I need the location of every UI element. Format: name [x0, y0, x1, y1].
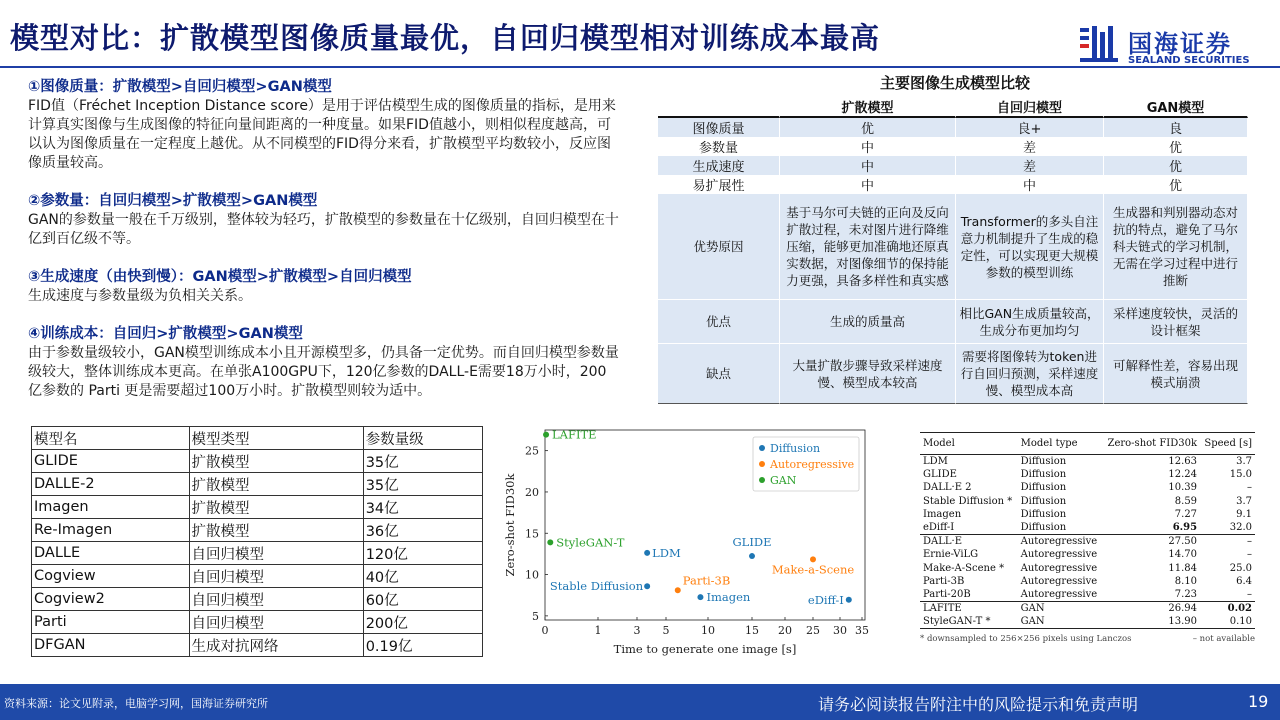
table-cell: 35亿	[363, 473, 482, 496]
table-cell: 生成对抗网络	[189, 634, 363, 657]
header-cell: 参数量级	[363, 427, 482, 450]
table-row	[920, 588, 1255, 601]
table-cell: Imagen	[32, 496, 190, 519]
header-cell: 自回归模型	[956, 97, 1104, 118]
table-cell: 120亿	[363, 542, 482, 565]
table-cell: 易扩展性	[658, 175, 780, 194]
table-cell: 25.0	[1229, 562, 1252, 574]
table-cell: Re-Imagen	[32, 519, 190, 542]
table-cell: Diffusion	[1020, 509, 1067, 521]
table-cell: 0.10	[1200, 615, 1255, 628]
footnote-right: – not available	[1192, 634, 1255, 645]
data-point	[547, 539, 553, 545]
table-cell: 12.24	[1168, 469, 1198, 481]
table-cell: Autoregressive	[1020, 562, 1098, 574]
table-cell: 基于马尔可夫链的正向及反向扩散过程，未对图片进行降维压缩，能够更加准确地还原真实数据，对图像细节的保持能力更强，具备多样性和真实感	[780, 194, 956, 300]
table-cell: Autoregressive	[1020, 589, 1098, 601]
table-row	[32, 565, 483, 588]
logo-english-name: SEALAND SECURITIES	[1128, 55, 1250, 66]
logo-chinese-name: 国海证券	[1128, 30, 1232, 58]
sealand-logo-icon	[1078, 22, 1122, 66]
table-cell: 良	[1104, 118, 1248, 137]
table-cell: 9.1	[1236, 509, 1252, 521]
table-row	[920, 548, 1255, 561]
table-row	[920, 521, 1255, 534]
table-cell: 可解释性差，容易出现模式崩溃	[1104, 344, 1248, 404]
legend-marker	[759, 461, 765, 467]
table-cell: Diffusion	[1020, 455, 1067, 467]
table-row	[32, 473, 483, 496]
table-cell: 中	[780, 175, 956, 194]
x-tick-label: 15	[745, 624, 759, 637]
section-heading: ②参数量：自回归模型>扩散模型>GAN模型	[28, 193, 318, 209]
table-row	[658, 137, 1248, 156]
x-tick-label: 0	[541, 624, 549, 637]
table-row	[32, 496, 483, 519]
table-row	[32, 611, 483, 634]
table-cell: 3.7	[1236, 495, 1252, 507]
point-label: Parti-3B	[682, 573, 731, 588]
table-cell: 生成的质量高	[780, 300, 956, 344]
comparison-table	[658, 97, 1248, 404]
table-row	[920, 562, 1255, 575]
table-cell: StyleGAN-T *	[920, 615, 1018, 628]
left-text-column	[28, 78, 620, 420]
table-row	[32, 588, 483, 611]
table-row	[920, 455, 1255, 468]
table-footnote	[920, 634, 1255, 644]
header-cell: 扩散模型	[780, 97, 956, 118]
data-point	[543, 432, 549, 438]
table-header-row	[658, 97, 1248, 118]
data-point	[675, 587, 681, 593]
data-point	[644, 550, 650, 556]
table-row	[920, 575, 1255, 588]
section-body: FID值（Fréchet Inception Distance score）是用于评估模型生成的图像质量的指标，是用来计算真实图像与生成图像的特征向量间距离的一种度量。如果FID值越小，则相似程度越高，可以认为图像质量在一定程度上越优。从不同模型的FID得分来看，扩散模型平均数较小，反应图像质量较高。	[28, 98, 616, 171]
table-cell: 0.02	[1200, 602, 1255, 615]
table-row-advantage-reason	[658, 194, 1248, 300]
table-cell: 自回归模型	[189, 588, 363, 611]
data-point	[644, 583, 650, 589]
table-cell: 自回归模型	[189, 611, 363, 634]
table-cell: 40亿	[363, 565, 482, 588]
section-heading: ①图像质量：扩散模型>自回归模型>GAN模型	[28, 79, 332, 95]
table-cell: 6.95	[1172, 522, 1198, 534]
comparison-title: 主要图像生成模型比较	[879, 74, 1030, 92]
table-cell: –	[1247, 482, 1252, 494]
table-cell: 采样速度较快，灵活的设计框架	[1104, 300, 1248, 344]
header-cell	[658, 97, 780, 118]
table-cell: 8.10	[1174, 576, 1198, 588]
table-cell: Autoregressive	[1018, 535, 1103, 548]
table-cell: Diffusion	[1020, 469, 1067, 481]
table-cell: 优	[1104, 156, 1248, 175]
table-row	[920, 602, 1255, 615]
footer-disclaimer: 请务必阅读报告附注中的风险提示和免责声明	[818, 695, 1139, 714]
point-label: GLIDE	[732, 535, 772, 550]
table-cell: DALLE-2	[32, 473, 190, 496]
table-row	[32, 634, 483, 657]
table-cell: Parti-3B	[923, 576, 965, 588]
section-speed	[28, 268, 620, 306]
y-tick-label: 20	[525, 485, 539, 499]
point-label: Stable Diffusion	[549, 579, 644, 594]
table-cell: Make-A-Scene *	[923, 562, 1005, 574]
table-cell: DALL·E 2	[923, 482, 972, 494]
table-row	[920, 508, 1255, 521]
table-cell: Diffusion	[1020, 495, 1067, 507]
table-cell: 良+	[956, 118, 1104, 137]
header-cell: 模型名	[32, 427, 190, 450]
data-point	[846, 597, 852, 603]
table-cell: GLIDE	[923, 469, 957, 481]
point-label: StyleGAN-T	[556, 535, 625, 550]
table-cell: GLIDE	[32, 450, 190, 473]
table-cell: 中	[780, 137, 956, 156]
section-body: 由于参数量级较小，GAN模型训练成本小且开源模型多，仍具备一定优势。而自回归模型参数量级较大，整体训练成本更高。在单张A100GPU下，120亿参数的DALL-E需要18万小时，200亿参数的 Parti 更是需要超过100万小时。扩散模型则较为适中。	[28, 345, 619, 399]
section-heading: ④训练成本：自回归>扩散模型>GAN模型	[28, 326, 303, 342]
table-cell: DALLE	[32, 542, 190, 565]
table-cell: 优势原因	[658, 194, 780, 300]
table-cell: 12.63	[1168, 455, 1198, 467]
header-cell: Model	[920, 433, 1018, 455]
table-cell: 相比GAN生成质量较高，生成分布更加均匀	[956, 300, 1104, 344]
y-axis-label: Zero-shot FID30k	[503, 473, 517, 577]
table-cell: Diffusion	[1020, 482, 1067, 494]
table-cell: 差	[956, 156, 1104, 175]
table-cell: Diffusion	[1020, 522, 1067, 534]
table-cell: –	[1200, 535, 1255, 548]
table-cell: 缺点	[658, 344, 780, 404]
point-label: Imagen	[706, 590, 751, 605]
table-cell: 0.19亿	[363, 634, 482, 657]
section-parameters	[28, 192, 620, 249]
point-label: Make-a-Scene	[771, 562, 855, 577]
table-cell: Parti	[32, 611, 190, 634]
header-cell: Model type	[1018, 433, 1103, 455]
y-tick-label: 5	[532, 609, 539, 623]
table-cell: 32.0	[1229, 522, 1252, 534]
table-cell: 7.27	[1174, 509, 1198, 521]
section-training-cost	[28, 325, 620, 401]
table-cell: 大量扩散步骤导致采样速度慢、模型成本较高	[780, 344, 956, 404]
table-header-row	[32, 427, 483, 450]
footnote-left: * downsampled to 256×256 pixels using Lanczos	[920, 634, 1132, 645]
table-row	[920, 615, 1255, 628]
table-row	[920, 495, 1255, 508]
table-row-cons	[658, 344, 1248, 404]
point-label: LAFITE	[552, 427, 597, 442]
legend-entry: Autoregressive	[770, 458, 855, 471]
x-tick-label: 20	[778, 624, 792, 637]
table-row	[658, 156, 1248, 175]
table-cell: 27.50	[1102, 535, 1200, 548]
table-cell: Transformer的多头自注意力机制提升了生成的稳定性，可以实现更大规模参数的模型训练	[956, 194, 1104, 300]
fid-speed-scatter-chart	[500, 420, 880, 660]
x-tick-label: 5	[662, 624, 670, 637]
section-body: GAN的参数量一般在千万级别，整体较为轻巧，扩散模型的参数量在十亿级别，自回归模型在十亿到百亿级不等。	[28, 212, 619, 247]
table-cell: 需要将图像转为token进行自回归预测，采样速度慢、模型成本高	[956, 344, 1104, 404]
table-cell: 自回归模型	[189, 565, 363, 588]
table-row	[32, 450, 483, 473]
table-cell: DALL·E	[920, 535, 1018, 548]
y-tick-label: 25	[525, 444, 539, 458]
data-point	[749, 553, 755, 559]
table-cell: 60亿	[363, 588, 482, 611]
table-cell: 200亿	[363, 611, 482, 634]
table-row-pros	[658, 300, 1248, 344]
table-cell: 15.0	[1229, 469, 1252, 481]
table-cell: Ernie-ViLG	[923, 549, 979, 561]
table-row	[920, 481, 1255, 494]
footer-bar	[0, 684, 1280, 720]
header-cell: 模型类型	[189, 427, 363, 450]
table-cell: Cogview	[32, 565, 190, 588]
point-label: LDM	[652, 545, 681, 560]
table-cell: 扩散模型	[189, 496, 363, 519]
table-row	[32, 519, 483, 542]
table-row	[658, 118, 1248, 137]
footer-source: 资料来源：论文见附录，电脑学习网，国海证券研究所	[4, 697, 268, 710]
table-header-row	[920, 433, 1255, 455]
table-cell: 差	[956, 137, 1104, 156]
table-cell: 图像质量	[658, 118, 780, 137]
table-cell: 中	[956, 175, 1104, 194]
table-cell: GAN	[1018, 602, 1103, 615]
section-image-quality	[28, 78, 620, 173]
table-cell: 生成器和判别器动态对抗的特点，避免了马尔科夫链式的学习机制，无需在学习过程中进行推断	[1104, 194, 1248, 300]
table-cell: DFGAN	[32, 634, 190, 657]
page-title: 模型对比：扩散模型图像质量最优，自回归模型相对训练成本最高	[10, 21, 881, 55]
header-cell: Speed [s]	[1200, 433, 1255, 455]
x-tick-label: 10	[701, 624, 715, 637]
table-cell: 13.90	[1102, 615, 1200, 628]
title-rule	[0, 66, 1280, 68]
legend-entry: Diffusion	[770, 442, 821, 455]
table-cell: 36亿	[363, 519, 482, 542]
table-cell: 生成速度	[658, 156, 780, 175]
table-cell: Autoregressive	[1020, 549, 1098, 561]
table-cell: 34亿	[363, 496, 482, 519]
table-cell: eDiff-I	[923, 522, 955, 534]
table-cell: 参数量	[658, 137, 780, 156]
fid-results-table	[920, 432, 1255, 644]
title-bar	[0, 0, 1280, 72]
table-cell: 10.39	[1168, 482, 1198, 494]
table-cell: –	[1247, 549, 1252, 561]
legend-entry: GAN	[770, 474, 797, 487]
legend-marker	[759, 445, 765, 451]
table-cell: Stable Diffusion *	[923, 495, 1013, 507]
table-row	[658, 175, 1248, 194]
table-cell: 优	[1104, 137, 1248, 156]
table-cell: 扩散模型	[189, 519, 363, 542]
header-cell: Zero-shot FID30k	[1102, 433, 1200, 455]
table-cell: 8.59	[1174, 495, 1198, 507]
table-cell: Autoregressive	[1020, 576, 1098, 588]
point-label: eDiff-I	[807, 592, 844, 607]
table-cell: 14.70	[1168, 549, 1198, 561]
table-row	[920, 535, 1255, 548]
table-cell: 自回归模型	[189, 542, 363, 565]
x-axis-label: Time to generate one image [s]	[613, 642, 797, 656]
table-cell: 优	[780, 118, 956, 137]
table-row	[920, 468, 1255, 481]
x-tick-label: 3	[633, 624, 641, 637]
table-cell: Cogview2	[32, 588, 190, 611]
table-cell: LAFITE	[920, 602, 1018, 615]
data-point	[697, 594, 703, 600]
table-cell: 7.23	[1174, 589, 1198, 601]
section-body: 生成速度与参数量级为负相关关系。	[28, 288, 252, 304]
table-cell: 优点	[658, 300, 780, 344]
y-tick-label: 10	[525, 568, 539, 582]
table-cell: 3.7	[1236, 455, 1252, 467]
table-cell: 26.94	[1102, 602, 1200, 615]
table-cell: Parti-20B	[923, 589, 971, 601]
logo	[1078, 22, 1268, 72]
y-tick-label: 15	[525, 527, 539, 541]
table-cell: 优	[1104, 175, 1248, 194]
x-tick-label: 25	[806, 624, 820, 637]
table-cell: 35亿	[363, 450, 482, 473]
table-cell: 扩散模型	[189, 450, 363, 473]
table-cell: –	[1247, 589, 1252, 601]
table-cell: 中	[780, 156, 956, 175]
table-cell: 11.84	[1168, 562, 1198, 574]
x-tick-label: 1	[594, 624, 602, 637]
legend-marker	[759, 477, 765, 483]
header-cell: GAN模型	[1104, 97, 1248, 118]
section-heading: ③生成速度（由快到慢）：GAN模型>扩散模型>自回归模型	[28, 269, 412, 285]
table-cell: 6.4	[1236, 576, 1252, 588]
table-cell: Imagen	[923, 509, 962, 521]
table-row	[32, 542, 483, 565]
page-number: 19	[1248, 692, 1269, 711]
x-tick-label: 35	[855, 624, 869, 637]
table-cell: 扩散模型	[189, 473, 363, 496]
x-tick-label: 30	[833, 624, 847, 637]
model-params-table	[31, 426, 483, 657]
table-cell: LDM	[923, 455, 948, 467]
table-cell: GAN	[1018, 615, 1103, 628]
